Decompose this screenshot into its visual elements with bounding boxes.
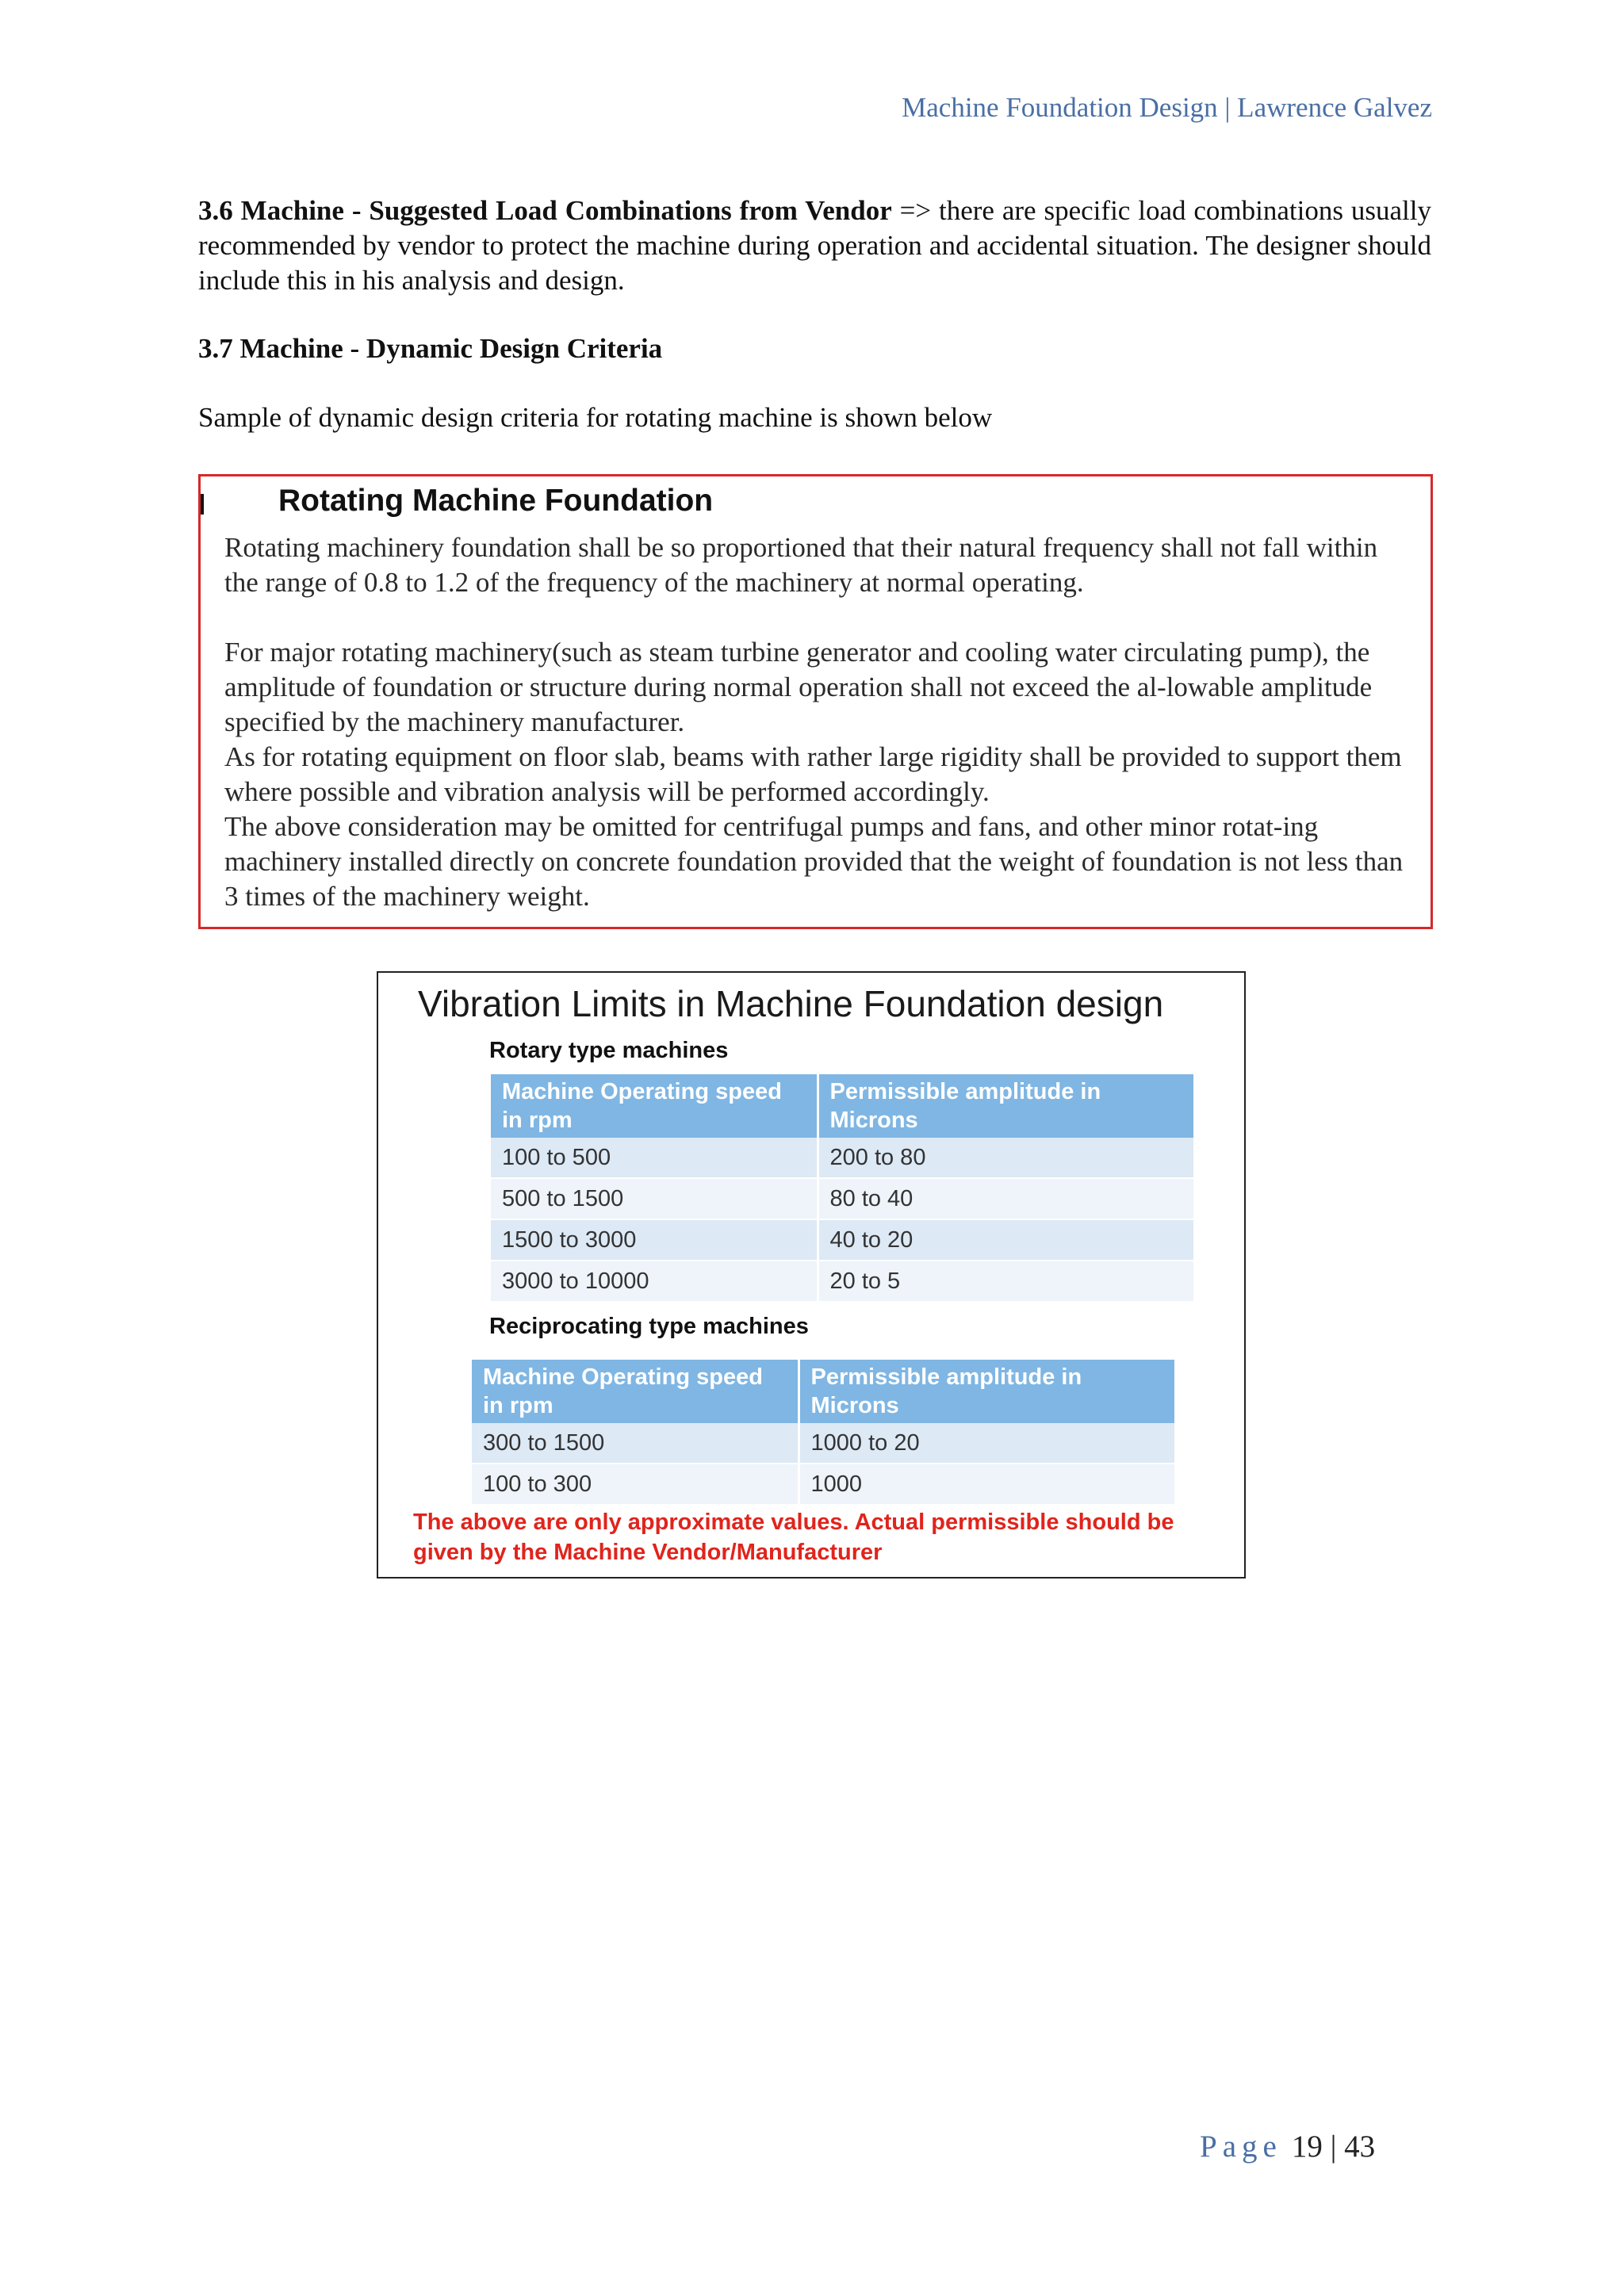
table-header-row bbox=[472, 1360, 1174, 1423]
rotary-table bbox=[491, 1074, 1193, 1303]
rotating-machine-title: Rotating Machine Foundation bbox=[278, 484, 714, 518]
speed-cell: 100 to 500 bbox=[491, 1138, 818, 1178]
vibration-limits-title: Vibration Limits in Machine Foundation design bbox=[418, 983, 1164, 1024]
speed-cell: 300 to 1500 bbox=[472, 1423, 799, 1464]
excerpt-paragraph: As for rotating equipment on floor slab, beams with rather large rigidity shall be provided to support them where possible and vibration analysis will be performed accordingly. bbox=[224, 741, 1402, 807]
page-number: 19 | 43 bbox=[1291, 2130, 1376, 2164]
cropped-marker bbox=[201, 494, 204, 515]
speed-cell: 100 to 300 bbox=[472, 1464, 799, 1505]
speed-cell: 500 to 1500 bbox=[491, 1178, 818, 1219]
reciprocating-table bbox=[472, 1360, 1174, 1506]
section-3-7-intro: Sample of dynamic design criteria for rotating machine is shown below bbox=[198, 402, 993, 433]
table-row bbox=[472, 1464, 1174, 1505]
excerpt-paragraph: Rotating machinery foundation shall be so proportioned that their natural frequency shall not fall within the range of 0.8 to 1.2 of the frequency of the machinery at normal operating. bbox=[224, 532, 1378, 598]
rotating-machine-excerpt bbox=[198, 474, 1433, 929]
speed-cell: 1500 to 3000 bbox=[491, 1219, 818, 1261]
vibration-limits-figure bbox=[377, 971, 1246, 1578]
table-row bbox=[472, 1423, 1174, 1464]
section-3-6-paragraph bbox=[198, 193, 1431, 298]
reciprocating-subtitle: Reciprocating type machines bbox=[489, 1314, 809, 1339]
column-header-speed: Machine Operating speed in rpm bbox=[472, 1360, 799, 1423]
running-header: Machine Foundation Design | Lawrence Galvez bbox=[902, 92, 1432, 123]
table-row bbox=[491, 1138, 1193, 1178]
amplitude-cell: 20 to 5 bbox=[818, 1261, 1193, 1302]
section-3-6-text: => there are specific load combinations usually recommended by vendor to protect the machine during operation and accidental situation. The designer should include this in his analysis and design. bbox=[198, 195, 1431, 296]
table-row bbox=[491, 1219, 1193, 1261]
rotary-subtitle: Rotary type machines bbox=[489, 1038, 729, 1063]
speed-cell: 3000 to 10000 bbox=[491, 1261, 818, 1302]
section-3-6-heading: 3.6 Machine - Suggested Load Combinations from Vendor bbox=[198, 195, 892, 226]
amplitude-cell: 200 to 80 bbox=[818, 1138, 1193, 1178]
table-header-row bbox=[491, 1074, 1193, 1138]
page-label: Page bbox=[1200, 2130, 1282, 2164]
column-header-speed: Machine Operating speed in rpm bbox=[491, 1074, 818, 1138]
amplitude-cell: 1000 bbox=[799, 1464, 1174, 1505]
amplitude-cell: 40 to 20 bbox=[818, 1219, 1193, 1261]
approximate-values-note: The above are only approximate values. Actual permissible should be given by the Machine Vendor/Manufacturer bbox=[413, 1510, 1174, 1565]
excerpt-paragraph: For major rotating machinery(such as steam turbine generator and cooling water circulating pump), the amplitude of foundation or structure during normal operation shall not exceed the al-lowable amplitude specified by the machinery manufacturer. bbox=[224, 637, 1373, 737]
excerpt-paragraph: The above consideration may be omitted for centrifugal pumps and fans, and other minor rotat-ing machinery installed directly on concrete foundation provided that the weight of foundation is not less than 3 times of the machinery weight. bbox=[224, 811, 1404, 912]
page-footer bbox=[1200, 2129, 1375, 2164]
amplitude-cell: 80 to 40 bbox=[818, 1178, 1193, 1219]
table-row bbox=[491, 1178, 1193, 1219]
column-header-amplitude: Permissible amplitude in Microns bbox=[818, 1074, 1193, 1138]
table-row bbox=[491, 1261, 1193, 1302]
section-3-7-heading: 3.7 Machine - Dynamic Design Criteria bbox=[198, 333, 663, 364]
amplitude-cell: 1000 to 20 bbox=[799, 1423, 1174, 1464]
column-header-amplitude: Permissible amplitude in Microns bbox=[799, 1360, 1174, 1423]
